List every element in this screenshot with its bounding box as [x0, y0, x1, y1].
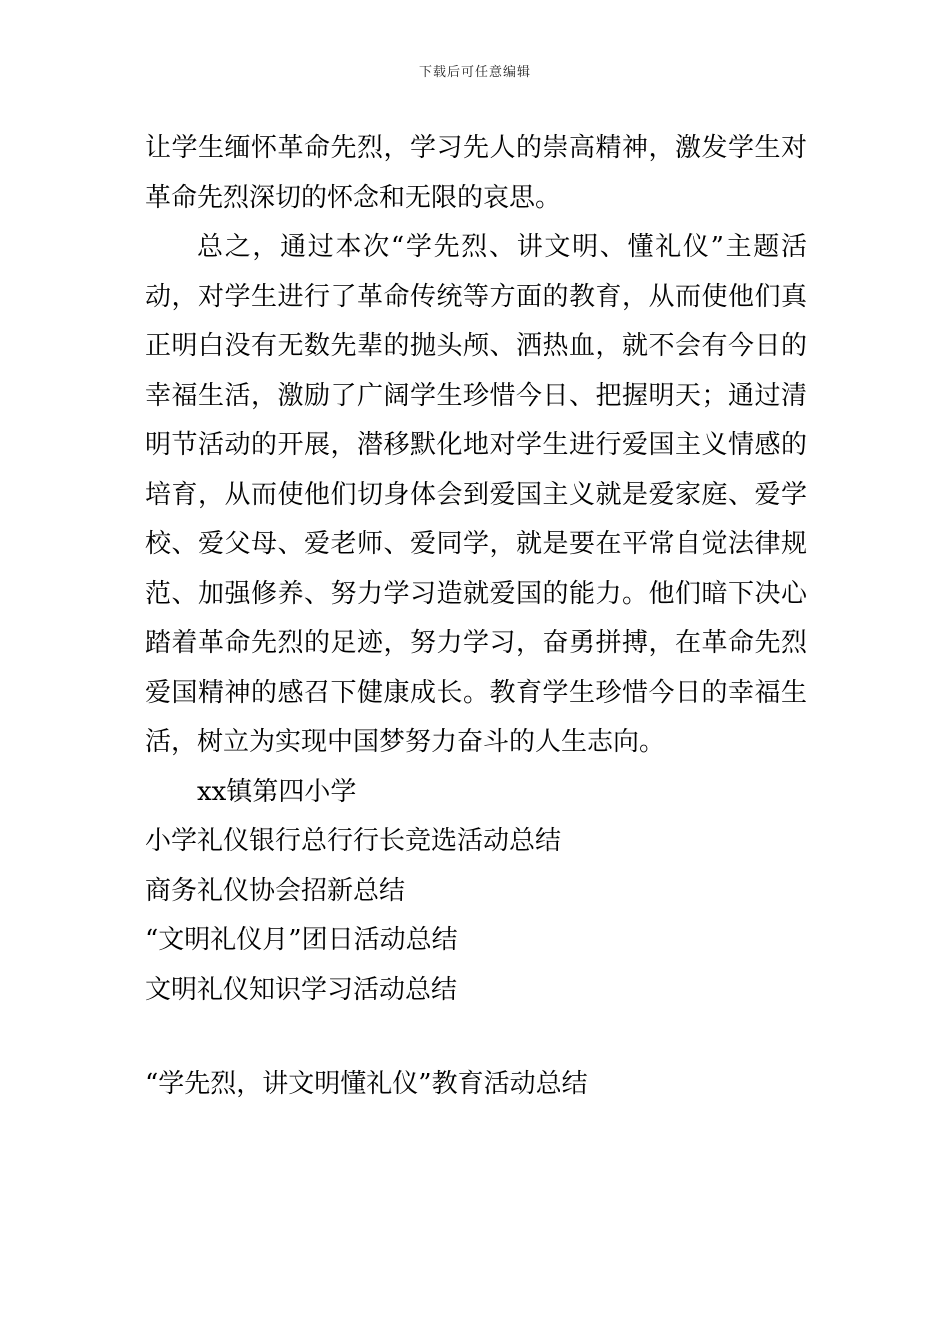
- related-title: 商务礼仪协会招新总结: [145, 875, 406, 906]
- related-title: 文明礼仪知识学习活动总结: [145, 974, 458, 1005]
- page-header: 下载后可任意编辑: [418, 65, 531, 80]
- signature: xx镇第四小学: [197, 776, 357, 807]
- document-body: [145, 124, 807, 1110]
- final-title: “学先烈，讲文明懂礼仪”教育活动总结: [145, 1069, 588, 1099]
- section-gap: [145, 1015, 807, 1060]
- body-paragraph-2: 总之，通过本次“学先烈、讲文明、懂礼仪”主题活动，对学生进行了革命传统等方面的教育，从而使他们真正明白没有无数先辈的抛头颅、洒热血，就不会有今日的幸福生活，激励了广阔学生珍惜今日、把握明天；通过清明节活动的开展，潜移默化地对学生进行爱国主义情感的培育，从而使他们切身体会到爱国主义就是爱家庭、爱学校、爱父母、爱老师、爱同学，就是要在平常自觉法律规范、加强修养、努力学习造就爱国的能力。他们暗下决心踏着革命先烈的足迹，努力学习，奋勇拼搏，在革命先烈爱国精神的感召下健康成长。教育学生珍惜今日的幸福生活，树立为实现中国梦努力奋斗的人生志向。: [145, 232, 807, 757]
- related-titles-list: [145, 817, 807, 1015]
- body-paragraph-1: 让学生缅怀革命先烈，学习先人的崇高精神，激发学生对革命先烈深切的怀念和无限的哀思。: [145, 133, 807, 213]
- related-title: “文明礼仪月”团日活动总结: [145, 925, 458, 955]
- related-title: 小学礼仪银行总行行长竞选活动总结: [145, 826, 562, 856]
